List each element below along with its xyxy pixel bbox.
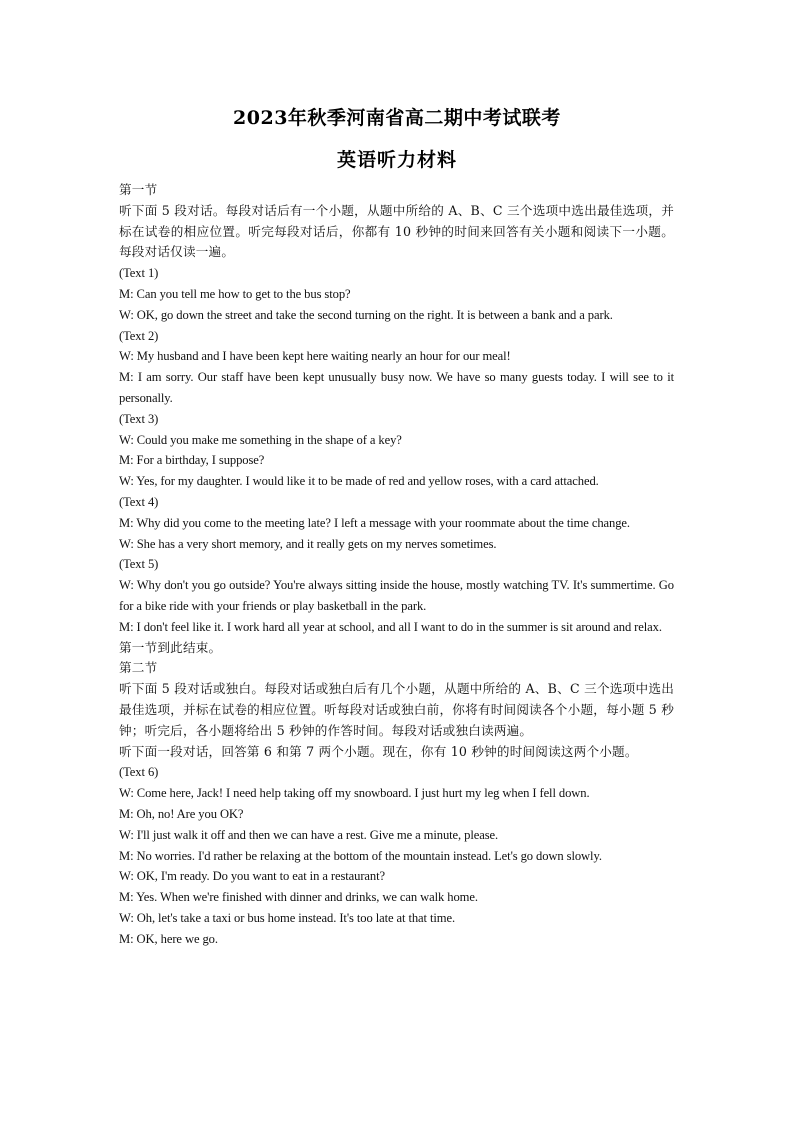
dialogue-line: M: I am sorry. Our staff have been kept unusually busy now. We have so many guests today. I will see to it personally. — [119, 370, 674, 405]
dialogue-line: M: Yes. When we're finished with dinner and drinks, we can walk home. — [119, 890, 478, 905]
dialogue-line: M: I don't feel like it. I work hard all year at school, and all I want to do in the summer is sit around and relax. — [119, 619, 662, 634]
dialogue-line: W: Yes, for my daughter. I would like it to be made of red and yellow roses, with a card attached. — [119, 474, 599, 489]
instruction-paragraph: 听下面 5 段对话或独白。每段对话或独白后有几个小题，从题中所给的 A、B、C 三个选项中选出最佳选项，并标在试卷的相应位置。听每段对话或独白前，你将有时间阅读各个小题，每小题 5 秒钟；听完后，各小题将给出 5 秒钟的作答时间。每段对话或独白读两遍。 — [119, 681, 674, 738]
dialogue-line: W: She has a very short memory, and it really gets on my nerves sometimes. — [119, 536, 497, 551]
dialogue-line: W: OK, go down the street and take the second turning on the right. It is between a bank and a park. — [119, 307, 613, 322]
dialogue-line: M: Can you tell me how to get to the bus stop? — [119, 286, 351, 301]
section-heading: 第二节 — [119, 660, 158, 676]
dialogue-line: W: My husband and I have been kept here waiting nearly an hour for our meal! — [119, 349, 511, 364]
text-label: (Text 3) — [119, 411, 159, 426]
text-label: (Text 6) — [119, 765, 159, 780]
dialogue-line: W: Could you make me something in the shape of a key? — [119, 432, 402, 447]
dialogue-line: W: I'll just walk it off and then we can have a rest. Give me a minute, please. — [119, 827, 499, 842]
dialogue-line: W: Why don't you go outside? You're always sitting inside the house, mostly watching TV. It's summertime. Go for a bike ride with your friends or play basketball in the park. — [119, 578, 674, 613]
dialogue-line: W: Oh, let's take a taxi or bus home instead. It's too late at that time. — [119, 910, 456, 925]
dialogue-line: M: OK, here we go. — [119, 931, 218, 946]
text-label: (Text 4) — [119, 494, 159, 509]
dialogue-line: W: OK, I'm ready. Do you want to eat in a restaurant? — [119, 869, 386, 884]
dialogue-line: M: No worries. I'd rather be relaxing at the bottom of the mountain instead. Let's go down slowly. — [119, 848, 602, 863]
text-label: (Text 2) — [119, 328, 159, 343]
instruction-paragraph: 听下面一段对话，回答第 6 和第 7 两个小题。现在，你有 10 秒钟的时间阅读这两个小题。 — [119, 743, 638, 759]
dialogue-line: M: Oh, no! Are you OK? — [119, 806, 244, 821]
section-end-note: 第一节到此结束。 — [119, 639, 222, 655]
dialogue-line: M: For a birthday, I suppose? — [119, 453, 265, 468]
text-label: (Text 5) — [119, 557, 159, 572]
text-label: (Text 1) — [119, 266, 159, 281]
exam-subtitle: 英语听力材料 — [336, 149, 457, 171]
transcript-body — [119, 180, 674, 949]
dialogue-line: M: Why did you come to the meeting late? I left a message with your roommate about the time change. — [119, 515, 630, 530]
exam-title: 2023年秋季河南省高二期中考试联考 — [233, 107, 561, 129]
section-heading: 第一节 — [119, 182, 158, 197]
instruction-paragraph: 听下面 5 段对话。每段对话后有一个小题，从题中所给的 A、B、C 三个选项中选出最佳选项，并标在试卷的相应位置。听完每段对话后，你都有 10 秒钟的时间来回答有关小题和阅读下一小题。每段对话仅读一遍。 — [119, 202, 674, 260]
dialogue-line: W: Come here, Jack! I need help taking off my snowboard. I just hurt my leg when I fell down. — [119, 786, 590, 801]
